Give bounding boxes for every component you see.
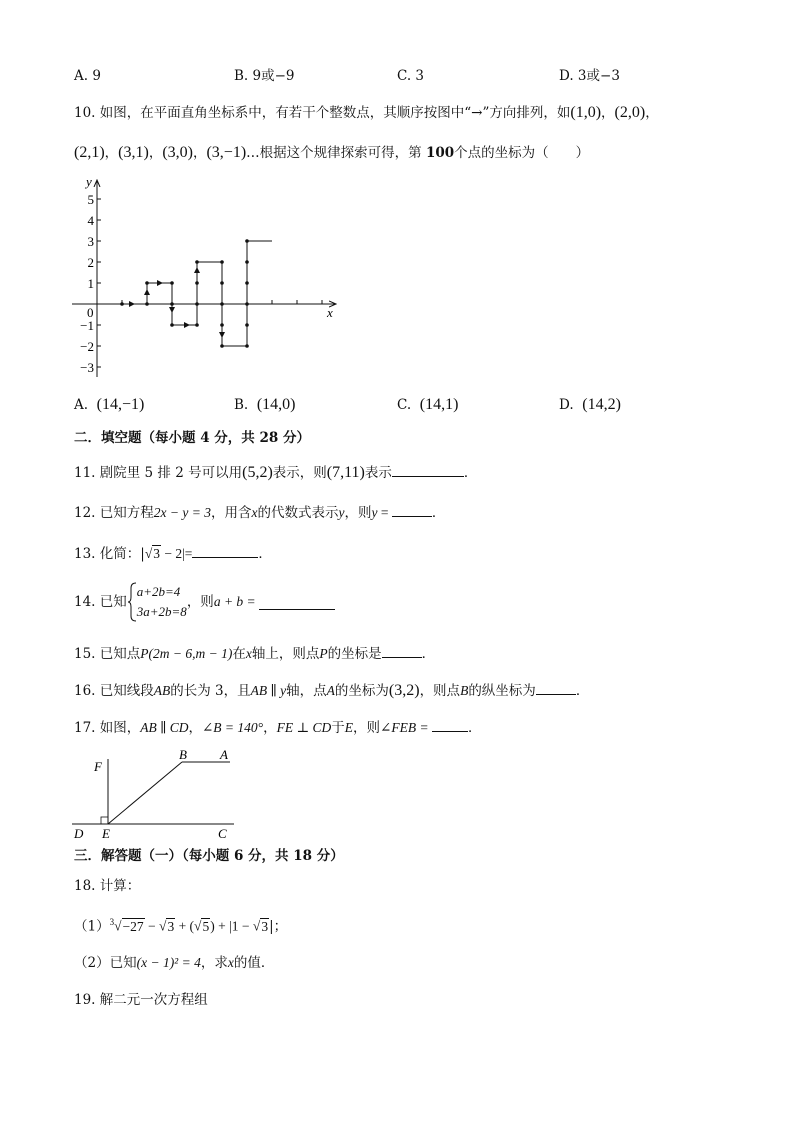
q17-text: ， [188,720,202,736]
q17 [74,717,481,738]
q16-text: 的纵坐标为 [468,683,536,699]
spiral-path [122,241,272,346]
q17-text: 于 [331,720,345,736]
q10-text: 10. 如图，在平面直角坐标系中，有若干个整数点，其顺序按图中“→”方向排列，如 [74,105,571,121]
option-value: (14,0) [256,396,296,413]
q14 [74,582,335,622]
q16-text: 的长为 3，且 [170,683,251,699]
q11-text: ． [463,465,478,481]
y-tick-label: 5 [87,192,94,207]
label-a: A [220,747,228,762]
right-angle-mark [101,817,108,824]
option-letter: D. [559,397,574,413]
q11-coord: (5,2) [242,464,273,481]
q18-2-text: （2）已知 [74,955,137,971]
y-tick-label: 2 [87,255,94,270]
q18-1-end: |； [269,918,288,935]
label-b: B [179,747,187,762]
q12-equals: = [377,505,392,520]
q9-option-d: D. 3或−3 [559,68,620,84]
q10-text: 个点的坐标为（ ） [454,145,590,161]
section-2-heading: 二．填空题（每小题 4 分，共 28 分） [74,430,310,446]
q17-text: 17. 如图， [74,720,141,736]
q11-text: 表示，则 [272,465,327,481]
radicand: −27 [122,918,144,934]
q17-math: AB ∥ CD [140,720,189,735]
q17-var: E [344,720,354,735]
option-value: (14,−1) [96,396,145,413]
q13-text: 13. 化简：| [74,546,145,562]
q13-text: − 2|= [160,546,193,561]
q9-option-c: C. 3 [397,68,425,84]
q15-var: x [245,646,252,661]
y-tick-label: 3 [87,234,94,249]
q10-point: (3,0) [162,144,193,161]
option-value: (14,2) [582,396,621,413]
radicand: 3 [261,918,269,934]
q17-geometry-figure [72,745,242,842]
q15-answer-blank[interactable] [382,643,422,658]
radicand: 5 [202,918,210,934]
cube-root-index: 3 [109,917,115,927]
line-eb [108,762,182,824]
q13-text: ． [258,546,272,562]
q10-option-d [559,395,621,415]
q10-point: (2,1) [74,144,105,161]
y-tick-label: 4 [87,213,94,228]
q12-text: ，则 [344,505,372,521]
y-tick-label: −1 [80,318,94,333]
q16-answer-blank[interactable] [536,680,576,695]
q15-text: 轴上，则点 [251,646,320,662]
q16-coord: (3,2) [388,682,420,699]
q18-part2 [74,953,274,973]
q16-var: B [460,683,469,698]
q14-eq2: 3a+2b=8 [136,604,187,619]
q11-text: 表示 [364,465,392,481]
q14-eq1: a+2b=4 [136,584,181,599]
q17-math: ∠B = 140° [202,720,264,735]
q15-text: ． [421,646,436,662]
q17-answer-blank[interactable] [432,717,468,732]
q13: 13. 化简：|√3 − 2|= ． [74,543,272,564]
option-letter: B. [234,397,249,413]
q12-var: x [251,505,258,520]
q19-title: 19. 解二元一次方程组 [74,992,208,1008]
q12-answer-blank[interactable] [392,502,432,517]
q15-text: 在 [232,646,246,662]
q12-text: ． [431,505,446,521]
q11-text: 11. 剧院里 5 排 2 号可以用 [74,465,243,481]
q18-2-text: ，求 [200,955,228,971]
q17-math: FE ⊥ CD [276,720,332,735]
q12-var: y [371,505,378,520]
q10-point: (2,0) [614,104,646,121]
q17-text: ， [263,720,277,736]
q12-var: y [338,505,345,520]
brace-icon [127,582,137,622]
q12-text: 12. 已知方程 [74,505,154,521]
q10-point: (3,1) [118,144,149,161]
label-c: C [218,826,227,841]
q16-text: ，则点 [419,683,461,699]
q15-text: 的坐标是 [327,646,382,662]
q10-point: (3,−1) [206,144,247,161]
y-tick-label: −3 [80,360,94,375]
y-tick-label: 1 [87,276,94,291]
q16-text: 16. 已知线段 [74,683,154,699]
q16-text: 轴，点 [286,683,327,699]
radicand: 3 [167,918,175,934]
q16-var: y [280,683,287,698]
q16-segment: AB [153,683,171,698]
q16-text: 的坐标为 [334,683,389,699]
q17-math: ∠FEB = [380,720,432,735]
operator: + ( [175,918,195,934]
q14-expression: a + b = [213,594,260,609]
q11-answer-blank[interactable] [392,462,464,477]
q10-option-a [74,395,144,415]
q12-text: 的代数式表示 [257,505,339,521]
q16-var: A [326,683,335,698]
q15-point: P(2m − 6,m − 1) [140,646,233,661]
q16-parallel: ∥ [267,683,281,698]
q15 [74,643,435,664]
q11 [74,462,477,483]
q14-answer-blank[interactable] [259,595,335,610]
q10-option-b [234,395,295,415]
q17-text: ． [467,720,482,736]
q12-equation: 2x − y = 3 [153,505,211,520]
q10-coordinate-figure [64,172,354,384]
label-e: E [102,826,110,841]
q18-2-var: x [227,955,234,970]
q10-line1: 10. 如图，在平面直角坐标系中，有若干个整数点，其顺序按图中“→”方向排列，如(1,0)，(2,0)， [74,104,659,121]
origin-label: 0 [87,305,94,320]
option-value: (14,1) [419,396,459,413]
q9-option-b: B. 9或−9 [234,68,295,84]
q16-text: ． [575,683,590,699]
q18-2-equation: (x − 1)² = 4 [136,955,201,970]
operator: ) + |1 − [210,918,253,934]
q13-answer-blank[interactable] [192,543,258,558]
q14-text: ，则 [186,594,214,610]
q18-1-label: （1） [74,918,110,935]
q10-text: …根据这个规律探索可得，第 [246,145,426,161]
q14-system [137,582,187,622]
operator: − [144,918,160,934]
q12 [74,502,445,523]
q10-number: 100 [425,145,455,161]
q15-text: 15. 已知点 [74,646,141,662]
x-axis-label: x [327,305,333,320]
q12-text: ，用含 [210,505,252,521]
q10-point: (1,0) [570,104,602,121]
q18-part1: $(1)^3√-27 - √3 + (√5) + |1 - √3|$； [74,917,288,935]
q10-line2: (2,1)，(3,1)，(3,0)，(3,−1)…根据这个规律探索可得，第 100个点的坐标为（ ） [74,144,590,161]
q11-coord: (7,11) [326,464,365,481]
q9-option-a: A. 9 [74,68,101,84]
q18-2-text: 的值． [233,955,275,971]
label-f: F [94,759,102,774]
section-3-heading: 三．解答题（一）（每小题 6 分，共 18 分） [74,848,344,864]
q13-radicand: 3 [153,546,160,561]
q14-text: 14. 已知 [74,594,127,610]
option-letter: C. [397,397,412,413]
q16 [74,680,589,701]
q16-segment: AB [250,683,268,698]
q17-text: ，则 [353,720,381,736]
q18-title: 18. 计算： [74,878,141,894]
y-axis-label: y [86,174,92,189]
q15-var: P [319,646,328,661]
label-d: D [74,826,84,841]
q10-option-c [397,395,458,415]
option-letter: A. [74,397,89,413]
y-tick-label: −2 [80,339,94,354]
